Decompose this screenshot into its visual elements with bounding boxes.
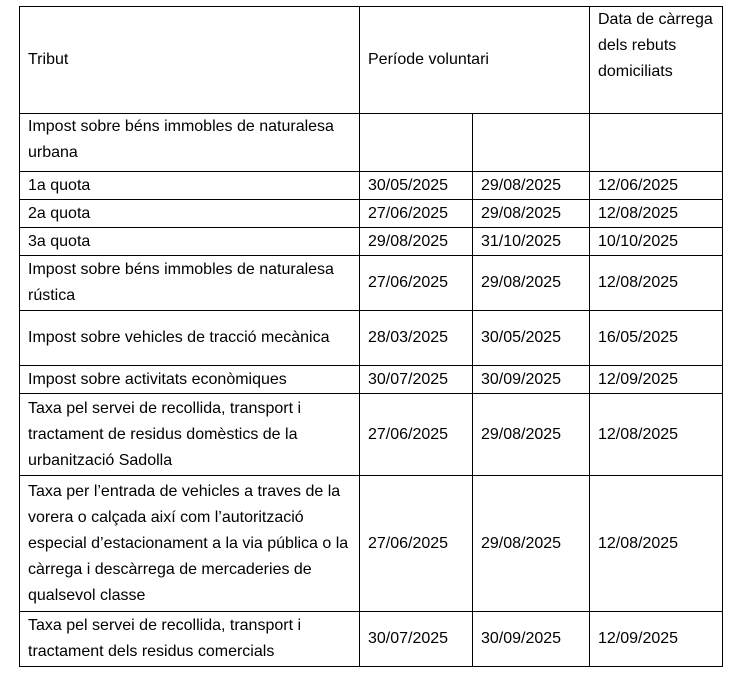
header-row: [20, 7, 723, 114]
cell-tribut: Taxa pel servei de recollida, transport i tractament dels residus comercials: [20, 612, 360, 667]
cell-inici: 30/07/2025: [360, 612, 473, 667]
table-row: [20, 200, 723, 228]
cell-carrega: 12/09/2025: [590, 366, 723, 394]
table-row: [20, 311, 723, 366]
cell-carrega: 16/05/2025: [590, 311, 723, 366]
cell-carrega: 12/08/2025: [590, 256, 723, 311]
cell-fi: 30/05/2025: [473, 311, 590, 366]
cell-inici: 30/07/2025: [360, 366, 473, 394]
cell-fi: 30/09/2025: [473, 366, 590, 394]
tax-calendar-table: [19, 6, 723, 667]
cell-fi: 30/09/2025: [473, 612, 590, 667]
cell-tribut: 2a quota: [20, 200, 360, 228]
cell-tribut: Impost sobre béns immobles de naturalesa rústica: [20, 256, 360, 311]
cell-carrega: 12/08/2025: [590, 476, 723, 612]
cell-tribut: 1a quota: [20, 172, 360, 200]
cell-tribut: Impost sobre vehicles de tracció mecànica: [20, 311, 360, 366]
table-row: [20, 172, 723, 200]
table-row: [20, 256, 723, 311]
table-row: [20, 612, 723, 667]
cell-fi: 29/08/2025: [473, 476, 590, 612]
table-row: [20, 476, 723, 612]
cell-tribut: Taxa pel servei de recollida, transport i tractament de residus domèstics de la urbanització Sadolla: [20, 394, 360, 476]
cell-carrega: 12/06/2025: [590, 172, 723, 200]
cell-fi: 29/08/2025: [473, 394, 590, 476]
cell-inici: 27/06/2025: [360, 476, 473, 612]
section-label-urbana: Impost sobre béns immobles de naturalesa urbana: [20, 114, 360, 172]
header-periode-voluntari: Període voluntari: [360, 7, 590, 114]
table-row: [20, 228, 723, 256]
cell-inici: 28/03/2025: [360, 311, 473, 366]
cell-tribut: 3a quota: [20, 228, 360, 256]
cell-carrega: 12/08/2025: [590, 394, 723, 476]
cell-carrega: 12/08/2025: [590, 200, 723, 228]
cell-fi: 31/10/2025: [473, 228, 590, 256]
cell-tribut: Taxa per l’entrada de vehicles a traves de la vorera o calçada així com l’autorització especial d’estacionament a la via pública o la càrrega i descàrrega de mercaderies de qualsevol classe: [20, 476, 360, 612]
cell-fi: 29/08/2025: [473, 200, 590, 228]
empty-cell: [473, 114, 590, 172]
cell-inici: 30/05/2025: [360, 172, 473, 200]
table-row: [20, 366, 723, 394]
cell-inici: 27/06/2025: [360, 256, 473, 311]
cell-inici: 27/06/2025: [360, 394, 473, 476]
cell-inici: 27/06/2025: [360, 200, 473, 228]
cell-carrega: 12/09/2025: [590, 612, 723, 667]
cell-fi: 29/08/2025: [473, 172, 590, 200]
header-data-carrega: Data de càrrega dels rebuts domiciliats: [590, 7, 723, 114]
cell-carrega: 10/10/2025: [590, 228, 723, 256]
empty-cell: [360, 114, 473, 172]
cell-inici: 29/08/2025: [360, 228, 473, 256]
cell-tribut: Impost sobre activitats econòmiques: [20, 366, 360, 394]
empty-cell: [590, 114, 723, 172]
section-row: [20, 114, 723, 172]
cell-fi: 29/08/2025: [473, 256, 590, 311]
header-tribut: Tribut: [20, 7, 360, 114]
table-row: [20, 394, 723, 476]
